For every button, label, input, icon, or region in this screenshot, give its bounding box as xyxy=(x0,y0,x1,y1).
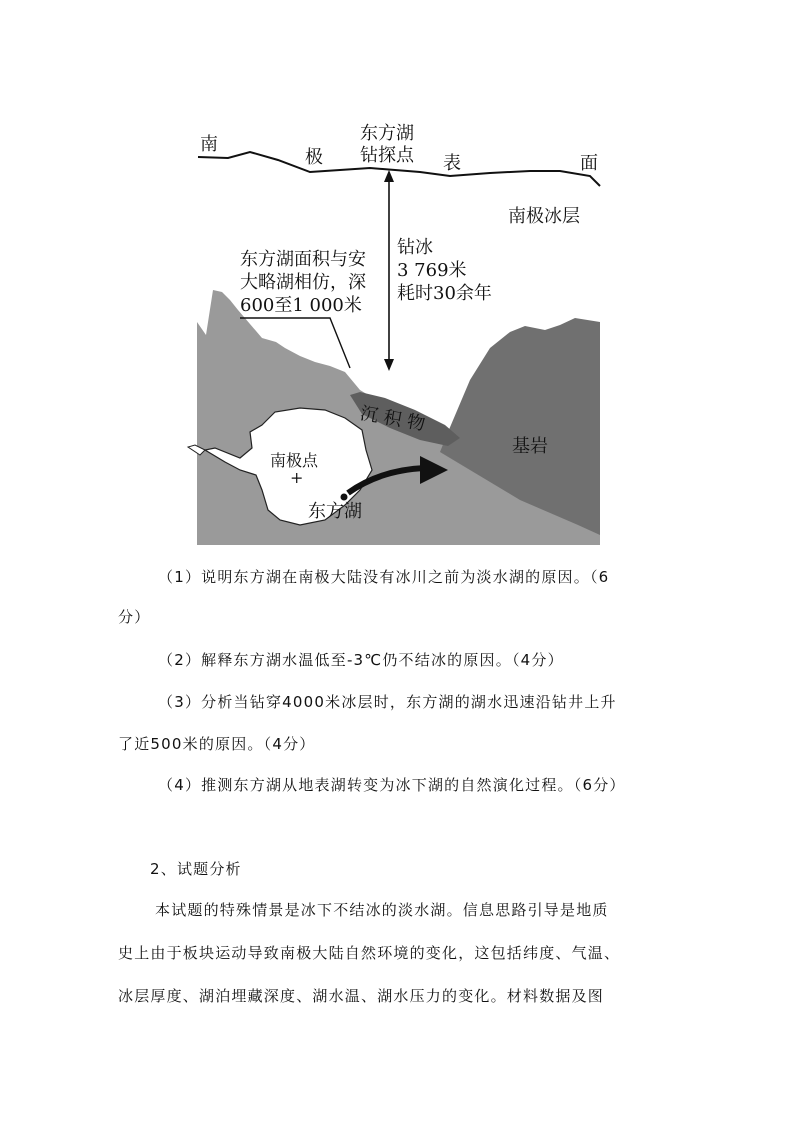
label-south-pole-mark: + xyxy=(290,468,304,487)
label-drill-line2: 3 769米 xyxy=(397,260,467,281)
label-south-pole: 南极点 xyxy=(270,451,319,470)
label-lake-note-line1: 东方湖面积与安 xyxy=(240,249,366,270)
drill-arrow-bottom xyxy=(384,359,394,371)
label-drill-line3: 耗时30余年 xyxy=(397,283,492,304)
question-4-line1: （4）推测东方湖从地表湖转变为冰下湖的自然演化过程。（6分） xyxy=(158,776,626,794)
section-heading: 2、试题分析 xyxy=(150,860,242,878)
label-bedrock: 基岩 xyxy=(512,436,548,457)
lake-location-dot xyxy=(341,494,348,501)
label-drill-site-line1: 东方湖 xyxy=(360,123,414,144)
analysis-line-3: 冰层厚度、湖泊埋藏深度、湖水温、湖水压力的变化。材料数据及图 xyxy=(118,987,605,1005)
label-drill-site-line2: 钻探点 xyxy=(360,145,414,166)
label-lake-note-line2: 大略湖相仿，深 xyxy=(240,272,366,293)
label-drill-line1: 钻冰 xyxy=(397,237,433,258)
label-lake-note-line3: 600至1 000米 xyxy=(240,295,362,316)
label-sediment: 沉 积 物 xyxy=(358,403,427,436)
question-1-line2: 分） xyxy=(118,608,151,626)
question-3-line1: （3）分析当钻穿4000米冰层时，东方湖的湖水迅速沿钻井上升 xyxy=(158,693,617,711)
analysis-line-2: 史上由于板块运动导致南极大陆自然环境的变化，这包括纬度、气温、 xyxy=(118,944,621,962)
question-3-line2: 了近500米的原因。（4分） xyxy=(118,735,316,753)
question-1-line1: （1）说明东方湖在南极大陆没有冰川之前为淡水湖的原因。（6 xyxy=(158,568,610,586)
label-surface-pole: 极 xyxy=(305,147,323,168)
question-2-line1: （2）解释东方湖水温低至-3℃仍不结冰的原因。（4分） xyxy=(158,651,564,669)
label-surface-face: 面 xyxy=(580,153,598,174)
drill-arrow-top xyxy=(384,170,394,182)
label-ice-sheet: 南极冰层 xyxy=(508,206,580,227)
analysis-line-1: 本试题的特殊情景是冰下不结冰的淡水湖。信息思路引导是地质 xyxy=(155,901,609,919)
label-surface-south: 南 xyxy=(200,134,218,155)
label-surface-table: 表 xyxy=(443,153,461,174)
label-lake-name: 东方湖 xyxy=(308,501,362,522)
lake-vostok-diagram xyxy=(0,0,794,560)
